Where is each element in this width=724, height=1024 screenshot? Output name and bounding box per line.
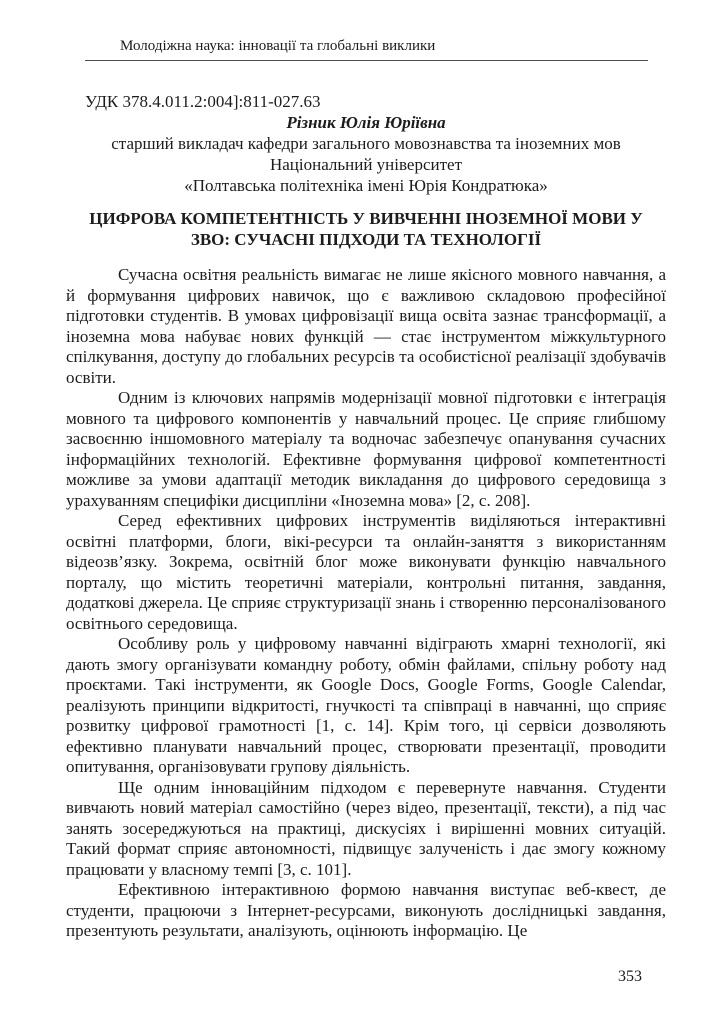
author-position: старший викладач кафедри загального мовознавства та іноземних мов [111, 134, 621, 153]
paragraph-3: Серед ефективних цифрових інструментів виділяються інтерактивні освітні платформи, блоги, вікі-ресурси та онлайн-заняття з використанням відеозв’язку. Зокрема, освітній блог може виконувати функцію навчального порталу, що містить теоретичні матеріали, контрольні питання, завдання, додаткові джерела. Це сприяє структуризації знань і створенню персоналізованого освітнього середовища. [66, 511, 666, 633]
paragraph-1: Сучасна освітня реальність вимагає не лише якісного мовного навчання, а й формування цифрових навичок, що є важливою складовою професійної підготовки студентів. В умовах цифровізації вища освіта зазнає трансформації, а іноземна мова набуває нових функцій — стає інструментом міжкультурного спілкування, доступу до глобальних ресурсів та особистісної реалізації здобувачів освіти. [66, 265, 666, 387]
page-number: 353 [618, 968, 642, 985]
running-head: Молодіжна наука: інновації та глобальні виклики [120, 38, 436, 54]
paragraph-5: Ще одним інноваційним підходом є перевернуте навчання. Студенти вивчають новий матеріал самостійно (через відео, презентації, тексти), а під час занять зосереджуються на практиці, дискусіях і вирішенні мовних ситуацій. Такий формат сприяє автономності, підвищує залученість і дає змогу кожному працювати у власному темпі [3, с. 101]. [66, 777, 666, 879]
author-name: Різник Юлія Юріївна [286, 113, 446, 132]
university-name-quoted: «Полтавська політехніка імені Юрія Кондратюка» [184, 176, 548, 195]
paragraph-2: Одним із ключових напрямів модернізації мовної підготовки є інтеграція мовного та цифрового компонентів у навчальний процес. Це сприяє глибшому засвоєнню іншомовного матеріалу та водночас забезпечує опанування сучасних інформаційних технологій. Ефективне формування цифрової компетентності можливе за умови адаптації методик викладання до цифрового середовища з урахуванням специфіки дисципліни «Іноземна мова» [2, с. 208]. [66, 388, 666, 510]
paragraph-6: Ефективною інтерактивною формою навчання виступає веб-квест, де студенти, працюючи з Інтернет-ресурсами, виконують дослідницькі завдання, презентують результати, аналізують, оцінюють інформацію. Це [66, 880, 666, 940]
paragraph-4: Особливу роль у цифровому навчанні відіграють хмарні технології, які дають змогу організувати командну роботу, обмін файлами, спільну роботу над проєктами. Такі інструменти, як Google Docs, Google Forms, Google Calendar, реалізують принципи відкритості, гнучкості та співпраці в навчанні, що сприяє розвитку цифрової грамотності [1, с. 14]. Крім того, ці сервіси дозволяють ефективно планувати навчальний процес, створювати презентації, проводити опитування, організовувати групову діяльність. [66, 634, 666, 776]
front-matter [66, 91, 666, 196]
udc-code: УДК 378.4.011.2:004]:811-027.63 [85, 92, 321, 111]
article-body [66, 265, 666, 942]
header-rule [85, 60, 648, 61]
university-name: Національний університет [269, 155, 463, 174]
article-title: ЦИФРОВА КОМПЕТЕНТНІСТЬ У ВИВЧЕННІ ІНОЗЕМНОЇ МОВИ У ЗВО: СУЧАСНІ ПІДХОДИ ТА ТЕХНОЛОГІЇ [89, 209, 643, 249]
